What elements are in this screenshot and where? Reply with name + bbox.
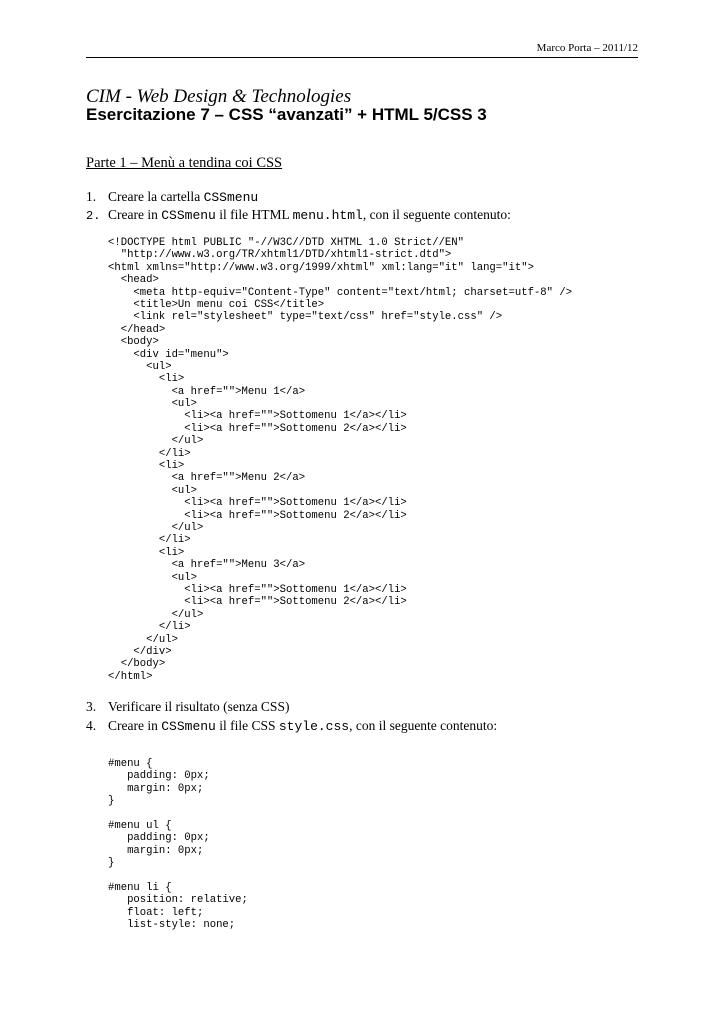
code-line: </body> <box>108 658 166 671</box>
code-line: </li> <box>108 534 191 547</box>
step-number: 4. <box>86 718 97 733</box>
code-line: #menu { <box>108 758 153 770</box>
section-heading-part1: Parte 1 – Menù a tendina coi CSS <box>86 155 283 171</box>
code-line: position: relative; <box>108 894 248 907</box>
code-line: </li> <box>108 447 191 460</box>
code-line <box>108 683 572 695</box>
step-text: il file CSS <box>215 718 279 733</box>
code-line: float: left; <box>108 906 204 919</box>
code-line: <ul> <box>108 571 198 584</box>
code-line: <li> <box>108 460 185 473</box>
code-line: "http://www.w3.org/TR/xhtml1/DTD/xhtml1-strict.dtd"> <box>108 249 452 262</box>
code-line: <link rel="stylesheet" type="text/css" href="style.css" /> <box>108 311 503 324</box>
code-line: <li><a href="">Sottomenu 1</a></li> <box>108 410 407 423</box>
code-line: padding: 0px; <box>108 832 210 845</box>
code-line: <li><a href="">Sottomenu 2</a></li> <box>108 509 407 522</box>
step-code: CSSmenu <box>161 719 216 734</box>
code-line: <ul> <box>108 398 198 411</box>
code-line: <!DOCTYPE html PUBLIC "-//W3C//DTD XHTML 1.0 Strict//EN" <box>108 237 465 249</box>
code-line: </ul> <box>108 435 204 448</box>
step-text: il file HTML <box>215 207 293 222</box>
code-line: <li> <box>108 546 185 559</box>
code-line: margin: 0px; <box>108 782 204 795</box>
code-line: </li> <box>108 621 191 634</box>
code-line: <li><a href="">Sottomenu 1</a></li> <box>108 497 407 510</box>
step-2 <box>86 207 511 223</box>
code-line: padding: 0px; <box>108 770 210 783</box>
code-line: #menu ul { <box>108 819 172 832</box>
step-code: style.css <box>278 719 350 734</box>
code-line: <body> <box>108 336 159 349</box>
step-number: 2. <box>86 209 101 223</box>
code-line: margin: 0px; <box>108 844 204 857</box>
step-code: CSSmenu <box>161 208 216 223</box>
code-line: <li><a href="">Sottomenu 2</a></li> <box>108 422 407 435</box>
code-line: <ul> <box>108 360 172 373</box>
code-line: <meta http-equiv="Content-Type" content="text/html; charset=utf-8" /> <box>108 286 573 299</box>
step-text: Creare in <box>108 718 162 733</box>
code-line <box>108 870 248 882</box>
code-line: <li><a href="">Sottomenu 1</a></li> <box>108 583 407 596</box>
code-line <box>108 808 248 820</box>
code-line: <title>Un menu coi CSS</title> <box>108 298 325 311</box>
code-line: <head> <box>108 274 159 287</box>
step-number: 3. <box>86 699 97 714</box>
code-line: #menu li { <box>108 881 172 894</box>
css-code-block <box>108 758 248 931</box>
step-text: Verificare il risultato (senza CSS) <box>108 699 290 714</box>
code-line: } <box>108 857 115 870</box>
code-line: <li><a href="">Sottomenu 2</a></li> <box>108 596 407 609</box>
code-line: <a href="">Menu 2</a> <box>108 472 306 485</box>
step-code: CSSmenu <box>203 190 259 205</box>
code-line: </div> <box>108 645 172 658</box>
code-line: </ul> <box>108 521 204 534</box>
code-line: <a href="">Menu 1</a> <box>108 385 306 398</box>
code-line: <html xmlns="http://www.w3.org/1999/xhtml" xml:lang="it" lang="it"> <box>108 261 534 274</box>
step-code: menu.html <box>292 208 363 223</box>
code-line: list-style: none; <box>108 919 236 932</box>
step-text: , con il seguente contenuto: <box>362 207 511 222</box>
code-line: <a href="">Menu 3</a> <box>108 559 306 572</box>
course-title: CIM - Web Design & Technologies <box>86 86 352 107</box>
html-code-block <box>108 237 572 695</box>
step-number: 1. <box>86 189 97 204</box>
step-text: Creare in <box>108 207 162 222</box>
header-rule <box>86 57 638 58</box>
code-line: </head> <box>108 323 166 336</box>
step-4 <box>86 718 497 734</box>
code-line: <li> <box>108 373 185 386</box>
code-line: } <box>108 795 115 808</box>
step-3 <box>86 699 289 715</box>
code-line: </html> <box>108 670 153 683</box>
code-line: </ul> <box>108 633 178 646</box>
step-text: Creare la cartella <box>108 189 204 204</box>
exercise-title: Esercitazione 7 – CSS “avanzati” + HTML 5/CSS 3 <box>86 105 487 124</box>
page-header: Marco Porta – 2011/12 <box>536 42 638 54</box>
step-text: , con il seguente contenuto: <box>349 718 498 733</box>
step-1 <box>86 189 258 205</box>
code-line: <ul> <box>108 484 198 497</box>
code-line: </ul> <box>108 608 204 621</box>
code-line: <div id="menu"> <box>108 348 229 361</box>
